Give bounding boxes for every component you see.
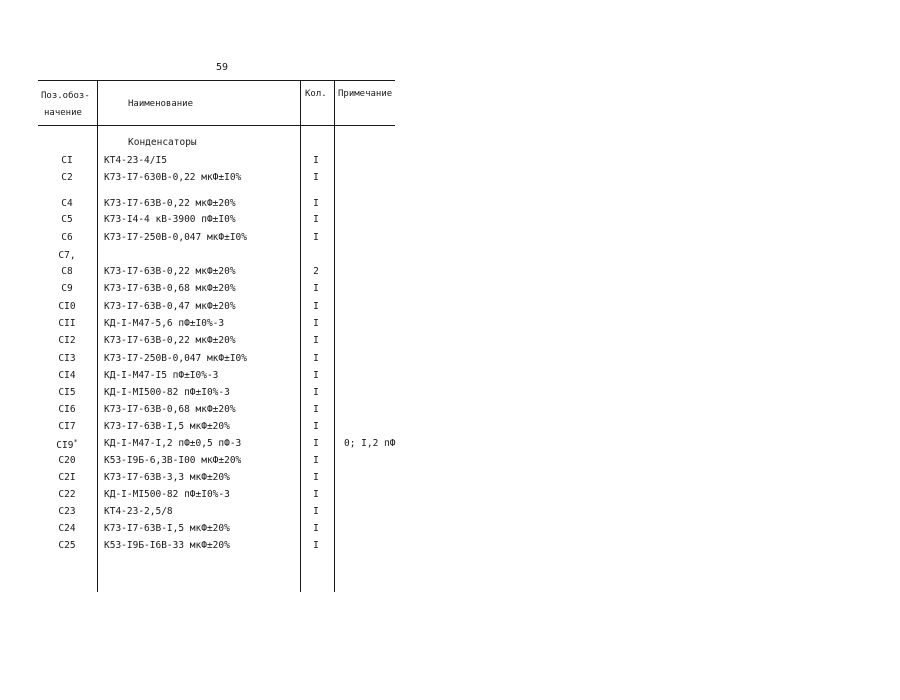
header-name: Наименование (128, 99, 194, 109)
pos-cell: C7, (58, 250, 76, 261)
name-cell: К53-I9Б-I6В-33 мкФ±20% (104, 540, 230, 551)
qty-cell: I (313, 283, 319, 294)
table-row (0, 523, 900, 538)
header-qty: Кол. (305, 89, 327, 99)
pos-cell: CI3 (58, 353, 76, 364)
name-cell: К73-I7-250В-0,047 мкФ±I0% (104, 232, 247, 243)
qty-cell: I (313, 489, 319, 500)
name-cell: К73-I7-63В-I,5 мкФ±20% (104, 421, 230, 432)
name-cell: КТ4-23-2,5/8 (104, 506, 173, 517)
table-row (0, 232, 900, 247)
table-row (0, 198, 900, 213)
table-row (0, 455, 900, 470)
qty-cell: I (313, 540, 319, 551)
name-cell: К73-I7-630В-0,22 мкФ±I0% (104, 172, 242, 183)
name-cell: К53-I9Б-6,3В-I00 мкФ±20% (104, 455, 242, 466)
table-row (0, 540, 900, 555)
pos-cell: CI2 (58, 335, 76, 346)
pos-cell: CI7 (58, 421, 76, 432)
qty-cell: I (313, 404, 319, 415)
qty-cell: I (313, 370, 319, 381)
table-row (0, 370, 900, 385)
table-row (0, 472, 900, 487)
pos-cell: CI5 (58, 387, 76, 398)
pos-cell: C23 (58, 506, 76, 517)
qty-cell: I (313, 301, 319, 312)
pos-cell: C25 (58, 540, 76, 551)
table-row (0, 387, 900, 402)
table-row (0, 506, 900, 521)
pos-cell: CI4 (58, 370, 76, 381)
qty-cell: I (313, 172, 319, 183)
qty-cell: I (313, 232, 319, 243)
qty-cell: I (313, 506, 319, 517)
name-cell: К73-I7-63В-0,22 мкФ±20% (104, 198, 236, 209)
qty-cell: 2 (313, 266, 319, 277)
name-cell: К73-I7-63В-I,5 мкФ±20% (104, 523, 230, 534)
pos-cell: C8 (61, 266, 73, 277)
name-cell: КД-I-М47-5,6 пФ±I0%-3 (104, 318, 225, 329)
table-row (0, 404, 900, 419)
table-top-rule (38, 80, 395, 81)
header-pos-line2: начение (44, 108, 82, 118)
table-row (0, 353, 900, 368)
table-row (0, 421, 900, 436)
name-cell: К73-I7-63В-0,22 мкФ±20% (104, 266, 236, 277)
pos-cell: C9 (61, 283, 73, 294)
table-row (0, 438, 900, 453)
qty-cell: I (313, 335, 319, 346)
qty-cell: I (313, 318, 319, 329)
name-cell: К73-I7-63В-0,22 мкФ±20% (104, 335, 236, 346)
qty-cell: I (313, 421, 319, 432)
qty-cell: I (313, 155, 319, 166)
name-cell: КТ4-23-4/I5 (104, 155, 167, 166)
name-cell: К73-I4-4 кВ-3900 пФ±I0% (104, 214, 236, 225)
qty-cell: I (313, 438, 319, 449)
table-row (0, 214, 900, 229)
name-cell: КД-I-М47-I5 пФ±I0%-3 (104, 370, 219, 381)
qty-cell: I (313, 455, 319, 466)
qty-cell: I (313, 472, 319, 483)
table-row (0, 155, 900, 170)
name-cell: КД-I-МI500-82 пФ±I0%-3 (104, 387, 230, 398)
table-row (0, 250, 900, 265)
name-cell: К73-I7-250В-0,047 мкФ±I0% (104, 353, 247, 364)
pos-cell: C22 (58, 489, 76, 500)
qty-cell: I (313, 387, 319, 398)
table-row (0, 301, 900, 316)
pos-cell-text: CI9 (56, 440, 74, 452)
header-pos-cell (41, 88, 90, 122)
qty-cell: I (313, 214, 319, 225)
section-title: Конденсаторы (128, 137, 197, 148)
name-cell: К73-I7-63В-3,3 мкФ±20% (104, 472, 230, 483)
table-row (0, 318, 900, 333)
pos-cell: C2 (61, 172, 73, 183)
pos-cell: CI (61, 155, 73, 166)
table-row (0, 266, 900, 281)
page-number: 59 (216, 62, 229, 73)
table-row (0, 172, 900, 187)
qty-cell: I (313, 198, 319, 209)
table-row (0, 283, 900, 298)
pos-cell: C24 (58, 523, 76, 534)
footnote-mark: * (73, 438, 78, 446)
name-cell: КД-I-МI500-82 пФ±I0%-3 (104, 489, 230, 500)
name-cell: КД-I-М47-I,2 пФ±0,5 пФ-3 (104, 438, 242, 449)
name-cell: К73-I7-63В-0,68 мкФ±20% (104, 283, 236, 294)
pos-cell: C6 (61, 232, 73, 243)
qty-cell: I (313, 523, 319, 534)
pos-cell: C20 (58, 455, 76, 466)
header-bottom-rule (38, 125, 395, 126)
pos-cell: CII (58, 318, 76, 329)
table-row (0, 489, 900, 504)
pos-cell: CI0 (58, 301, 76, 312)
header-note: Примечание (338, 89, 393, 99)
name-cell: К73-I7-63В-0,68 мкФ±20% (104, 404, 236, 415)
pos-cell: C5 (61, 214, 73, 225)
header-pos-line1: Поз.обоз- (41, 91, 90, 101)
pos-cell: CI6 (58, 404, 76, 415)
pos-cell (48, 438, 86, 451)
qty-cell: I (313, 353, 319, 364)
note-cell: 0; I,2 пФ (344, 438, 396, 449)
table-row (0, 335, 900, 350)
name-cell: К73-I7-63В-0,47 мкФ±20% (104, 301, 236, 312)
pos-cell: C2I (58, 472, 76, 483)
pos-cell: C4 (61, 198, 73, 209)
